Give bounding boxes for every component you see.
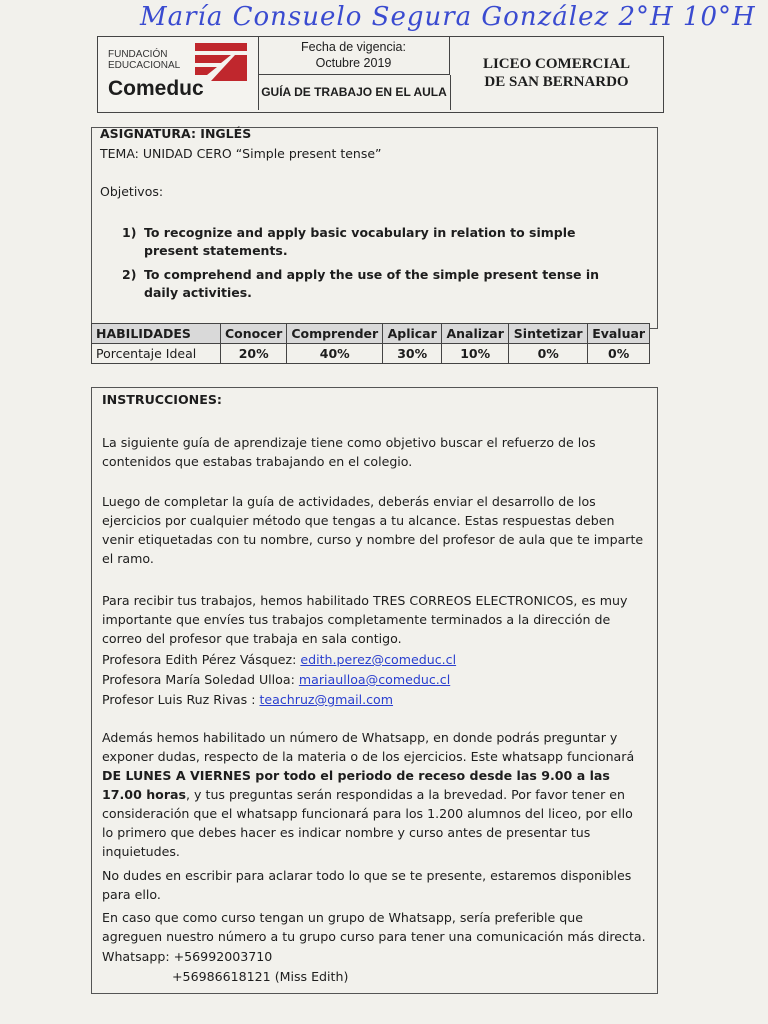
school-name xyxy=(450,37,663,110)
whatsapp-schedule-text: DE LUNES A VIERNES por todo el periodo de receso desde las 9.00 a las 17.00 horas xyxy=(102,768,610,802)
teacher-line-3 xyxy=(102,690,647,709)
topic-text: TEMA: UNIDAD CERO “Simple present tense” xyxy=(100,146,382,161)
topic-title xyxy=(100,146,382,161)
teacher-3-email-link[interactable]: teachruz@gmail.com xyxy=(259,692,394,707)
teacher-1-email-link[interactable]: edith.perez@comeduc.cl xyxy=(300,652,457,667)
instructions-paragraph-2: Luego de completar la guía de actividades, deberás enviar el desarrollo de los ejercicios por cualquier método que tengas a tu alcance. Estas respuestas deben venir etiquetadas con tu nombre, curso y nombre del profesor de aula que te imparte el ramo. xyxy=(102,494,644,566)
skills-header-row xyxy=(92,324,650,344)
instructions-paragraph-5: No dudes en escribir para aclarar todo lo que se te presente, estaremos disponibles para ello. xyxy=(102,868,632,902)
document-header xyxy=(97,36,664,113)
objective-2-number: 2) xyxy=(122,267,137,282)
logo-foundation-text: FUNDACIÓN EDUCACIONAL xyxy=(108,49,181,71)
skills-header-cell: Evaluar xyxy=(588,324,650,344)
instructions-box xyxy=(91,387,658,994)
subject-box xyxy=(91,127,658,329)
teacher-1-label: Profesora Edith Pérez Vásquez: xyxy=(102,652,301,667)
skills-header-cell: Comprender xyxy=(287,324,383,344)
objective-2 xyxy=(122,266,622,306)
skills-values-row xyxy=(92,344,650,364)
instructions-paragraph-3: Para recibir tus trabajos, hemos habilitado TRES CORREOS ELECTRONICOS, es muy importante que envíes tus trabajos completamente terminados a la dirección de correo del profesor que trabaja en sala contigo. xyxy=(102,593,628,646)
logo-brand-text: Comeduc xyxy=(108,77,204,100)
instructions-paragraph-1: La siguiente guía de aprendizaje tiene como objetivo buscar el refuerzo de los contenidos que estabas trabajando en el colegio. xyxy=(102,435,596,469)
skills-row-label: Porcentaje Ideal xyxy=(92,344,221,364)
objective-1-text: To recognize and apply basic vocabulary in relation to simple present statements. xyxy=(144,225,576,258)
objectives-label: Objetivos: xyxy=(100,184,164,199)
objective-1 xyxy=(122,224,622,264)
skills-value-cell: 20% xyxy=(221,344,287,364)
skills-header-cell: Sintetizar xyxy=(509,324,588,344)
instructions-title: INSTRUCCIONES: xyxy=(102,392,222,407)
teacher-2-label: Profesora María Soledad Ulloa: xyxy=(102,672,299,687)
comeduc-logo xyxy=(98,37,259,110)
skills-header-cell: Aplicar xyxy=(383,324,442,344)
skills-header-cell: Conocer xyxy=(221,324,287,344)
guide-title: GUÍA DE TRABAJO EN EL AULA xyxy=(258,75,451,110)
skills-table xyxy=(91,323,650,364)
whatsapp-number-2: +56986618121 (Miss Edith) xyxy=(172,969,349,984)
validity-label: Fecha de vigencia: xyxy=(301,40,406,54)
logo-mark-icon xyxy=(191,41,249,83)
validity-date xyxy=(258,37,450,75)
teacher-line-2 xyxy=(102,670,647,689)
teacher-3-label: Profesor Luis Ruz Rivas : xyxy=(102,692,260,707)
handwritten-name: María Consuelo Segura González 2°H 10°H xyxy=(140,2,756,32)
skills-value-cell: 30% xyxy=(383,344,442,364)
instructions-paragraph-4 xyxy=(102,728,647,861)
teacher-line-1 xyxy=(102,650,647,669)
validity-value: Octubre 2019 xyxy=(315,56,392,70)
skills-value-cell: 40% xyxy=(287,344,383,364)
skills-value-cell: 0% xyxy=(588,344,650,364)
subject-title: ASIGNATURA: INGLÉS xyxy=(100,126,252,141)
skills-header-cell: Analizar xyxy=(442,324,509,344)
whatsapp-intro-text: Además hemos habilitado un número de Whatsapp, en donde podrás preguntar y exponer dudas, respecto de la materia o de los ejercicios. Este whatsapp funcionará xyxy=(102,730,635,764)
whatsapp-number-1: Whatsapp: +56992003710 xyxy=(102,949,273,964)
school-name-line2: DE SAN BERNARDO xyxy=(484,74,629,90)
teacher-2-email-link[interactable]: mariaulloa@comeduc.cl xyxy=(298,672,451,687)
skills-value-cell: 0% xyxy=(509,344,588,364)
objective-1-number: 1) xyxy=(122,225,137,240)
school-name-line1: LICEO COMERCIAL xyxy=(482,56,631,72)
objective-2-text: To comprehend and apply the use of the simple present tense in daily activities. xyxy=(144,267,600,300)
skills-value-cell: 10% xyxy=(442,344,509,364)
whatsapp-note-text: , y tus preguntas serán respondidas a la brevedad. Por favor tener en consideración que el whatsapp funcionará para los 1.200 alumnos del liceo, por ello lo primero que debes hacer es indicar nombre y curso antes de presentar tus inquietudes. xyxy=(102,787,633,859)
instructions-paragraph-6: En caso que como curso tengan un grupo de Whatsapp, sería preferible que agreguen nuestro número a tu grupo curso para tener una comunicación más directa. xyxy=(102,910,646,944)
skills-header-cell: HABILIDADES xyxy=(92,324,221,344)
